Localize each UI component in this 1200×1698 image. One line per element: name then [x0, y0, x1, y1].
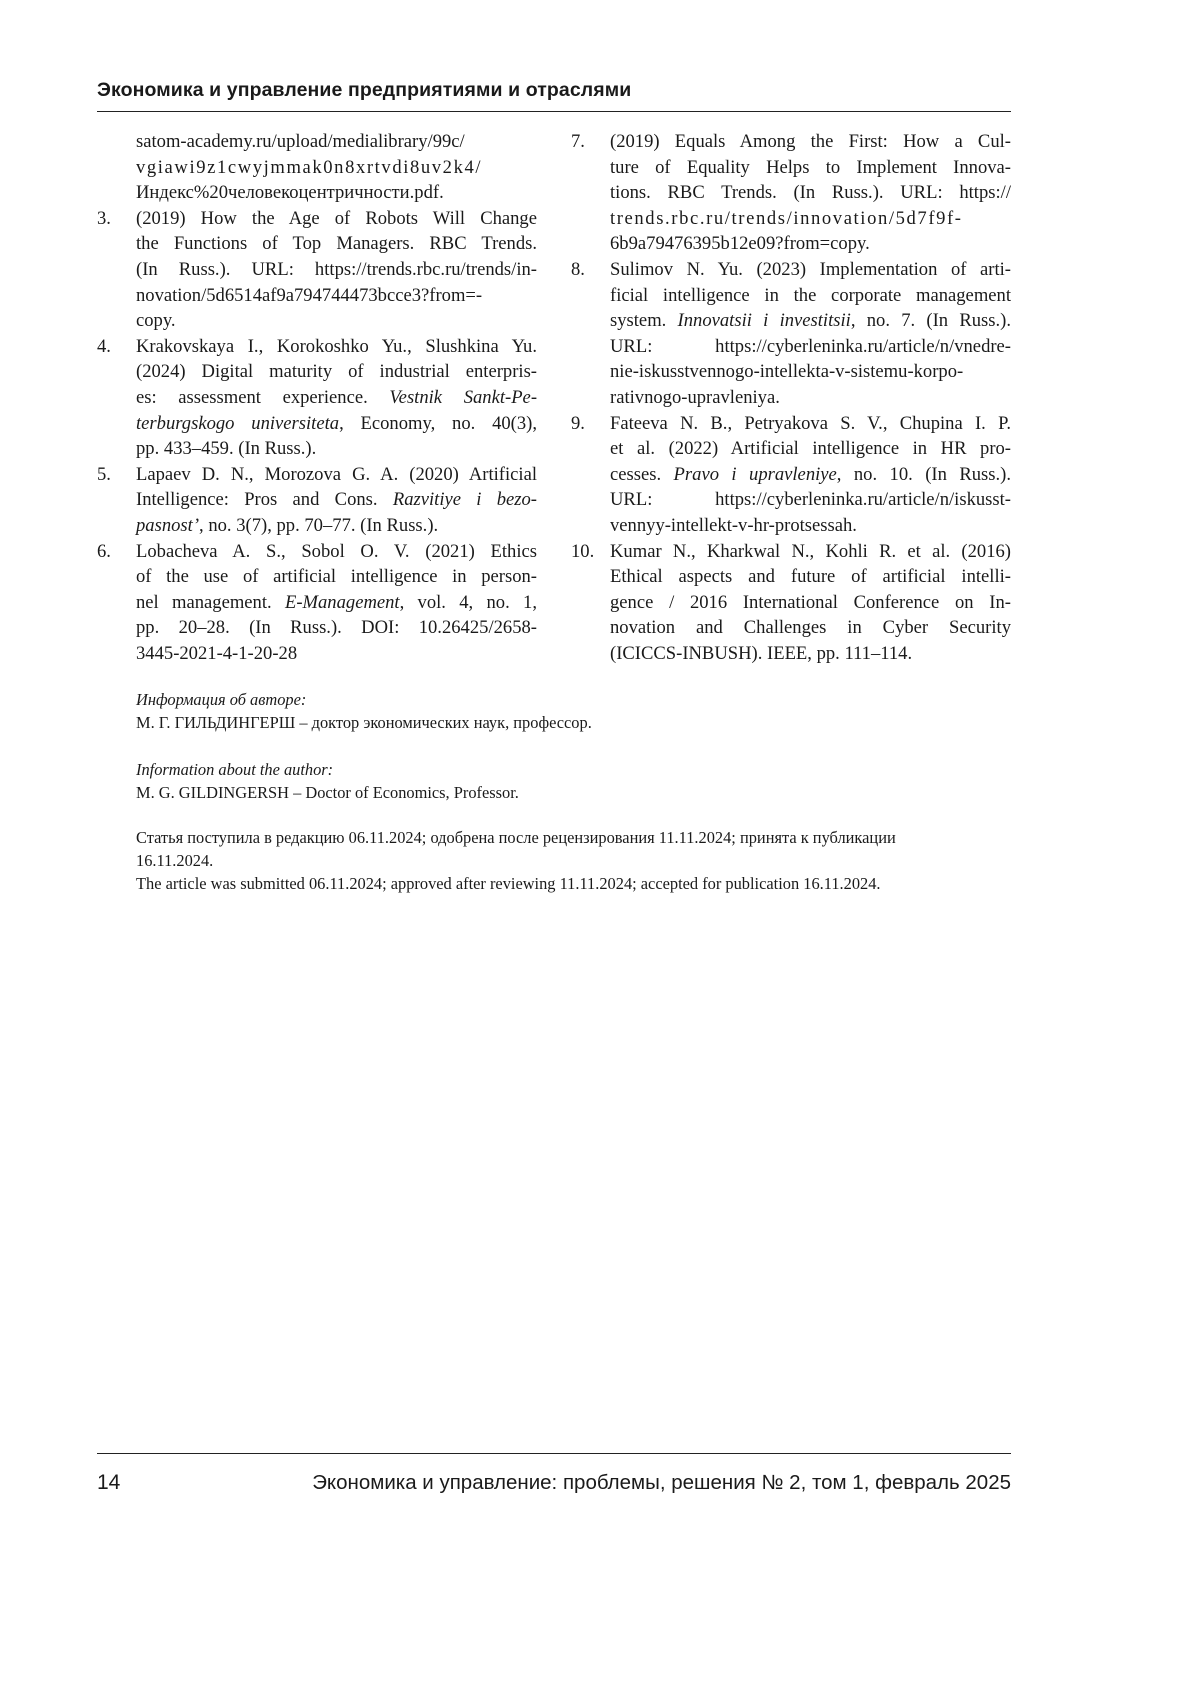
- reference-number: 8.: [571, 257, 610, 283]
- reference-line: the Functions of Top Managers. RBC Trends.: [136, 231, 537, 257]
- reference-line: pp. 433–459. (In Russ.).: [136, 436, 537, 462]
- reference-line: es: assessment experience. Vestnik Sankt-Pe-: [136, 385, 537, 411]
- reference-text: [97, 129, 537, 206]
- article-dates-en: The article was submitted 06.11.2024; approved after reviewing 11.11.2024; accepted for publication 16.11.2024.: [136, 872, 1016, 895]
- reference-line: (ICICCS-INBUSH). IEEE, pp. 111–114.: [610, 641, 1011, 667]
- reference-item: [571, 411, 1011, 539]
- reference-item: [571, 539, 1011, 667]
- reference-line: Krakovskaya I., Korokoshko Yu., Slushkina Yu.: [136, 334, 537, 360]
- article-dates: [136, 826, 1016, 895]
- reference-line: pasnost’, no. 3(7), pp. 70–77. (In Russ.).: [136, 513, 537, 539]
- reference-line: vgiawi9z1cwyjmmak0n8xrtvdi8uv2k4/: [136, 155, 537, 181]
- reference-line: novation and Challenges in Cyber Security: [610, 615, 1011, 641]
- reference-item: [97, 129, 537, 206]
- reference-line: Ethical aspects and future of artificial intelli-: [610, 564, 1011, 590]
- article-dates-ru-line2: 16.11.2024.: [136, 849, 1016, 872]
- reference-item: [97, 462, 537, 539]
- reference-line: satom-academy.ru/upload/medialibrary/99c/: [136, 129, 537, 155]
- reference-line: vennyy-intellekt-v-hr-protsessah.: [610, 513, 1011, 539]
- reference-number: 6.: [97, 539, 136, 565]
- reference-line: (2024) Digital maturity of industrial enterpris-: [136, 359, 537, 385]
- reference-line: 3445-2021-4-1-20-28: [136, 641, 537, 667]
- reference-line: tions. RBC Trends. (In Russ.). URL: https://: [610, 180, 1011, 206]
- reference-number: 4.: [97, 334, 136, 360]
- reference-text: [136, 539, 537, 667]
- reference-text: [136, 462, 537, 539]
- footer-rule: [97, 1453, 1011, 1454]
- reference-number: 10.: [571, 539, 610, 565]
- reference-number: 3.: [97, 206, 136, 232]
- reference-text: [136, 206, 537, 334]
- references-right-column: [571, 129, 1011, 666]
- author-info-ru: [136, 688, 1016, 734]
- references-left-column: [97, 129, 537, 666]
- reference-number: 7.: [571, 129, 610, 155]
- reference-item: [97, 334, 537, 462]
- reference-item: [97, 206, 537, 334]
- reference-line: (In Russ.). URL: https://trends.rbc.ru/trends/in-: [136, 257, 537, 283]
- author-info-ru-label: Информация об авторе:: [136, 688, 1016, 711]
- reference-text: [610, 411, 1011, 539]
- article-dates-ru-line1: Статья поступила в редакцию 06.11.2024; одобрена после рецензирования 11.11.2024; принята к публикации: [136, 826, 1016, 849]
- reference-line: (2019) Equals Among the First: How a Cul-: [610, 129, 1011, 155]
- reference-item: [571, 129, 1011, 257]
- reference-line: novation/5d6514af9a794744473bcce3?from=-: [136, 283, 537, 309]
- reference-line: 6b9a79476395b12e09?from=copy.: [610, 231, 1011, 257]
- reference-number: 5.: [97, 462, 136, 488]
- reference-line: Lobacheva A. S., Sobol O. V. (2021) Ethics: [136, 539, 537, 565]
- author-info-en: [136, 758, 1016, 804]
- reference-text: [136, 334, 537, 462]
- reference-text: [610, 539, 1011, 667]
- reference-line: et al. (2022) Artificial intelligence in HR pro-: [610, 436, 1011, 462]
- reference-line: (2019) How the Age of Robots Will Change: [136, 206, 537, 232]
- reference-line: terburgskogo universiteta, Economy, no. 40(3),: [136, 411, 537, 437]
- journal-footer: Экономика и управление: проблемы, решения № 2, том 1, февраль 2025: [312, 1469, 1011, 1497]
- reference-line: URL: https://cyberleninka.ru/article/n/iskusst-: [610, 487, 1011, 513]
- reference-line: Sulimov N. Yu. (2023) Implementation of arti-: [610, 257, 1011, 283]
- reference-item: [571, 257, 1011, 411]
- reference-line: URL: https://cyberleninka.ru/article/n/vnedre-: [610, 334, 1011, 360]
- reference-line: of the use of artificial intelligence in person-: [136, 564, 537, 590]
- reference-number: 9.: [571, 411, 610, 437]
- header-rule: [97, 111, 1011, 112]
- reference-line: nie-iskusstvennogo-intellekta-v-sistemu-korpo-: [610, 359, 1011, 385]
- author-info-en-value: M. G. GILDINGERSH – Doctor of Economics, Professor.: [136, 781, 1016, 804]
- reference-line: gence / 2016 International Conference on In-: [610, 590, 1011, 616]
- reference-text: [610, 257, 1011, 411]
- reference-line: Индекс%20человекоцентричности.pdf.: [136, 180, 537, 206]
- author-info-ru-value: М. Г. ГИЛЬДИНГЕРШ – доктор экономических наук, профессор.: [136, 711, 1016, 734]
- reference-line: Intelligence: Pros and Cons. Razvitiye i bezo-: [136, 487, 537, 513]
- reference-line: Kumar N., Kharkwal N., Kohli R. et al. (2016): [610, 539, 1011, 565]
- reference-line: system. Innovatsii i investitsii, no. 7. (In Russ.).: [610, 308, 1011, 334]
- reference-item: [97, 539, 537, 667]
- reference-line: Fateeva N. B., Petryakova S. V., Chupina I. P.: [610, 411, 1011, 437]
- reference-line: nel management. E-Management, vol. 4, no. 1,: [136, 590, 537, 616]
- reference-line: rativnogo-upravleniya.: [610, 385, 1011, 411]
- author-info-en-label: Information about the author:: [136, 758, 1016, 781]
- page-number: 14: [97, 1469, 120, 1497]
- reference-line: pp. 20–28. (In Russ.). DOI: 10.26425/2658-: [136, 615, 537, 641]
- reference-line: cesses. Pravo i upravleniye, no. 10. (In Russ.).: [610, 462, 1011, 488]
- reference-line: ture of Equality Helps to Implement Innova-: [610, 155, 1011, 181]
- reference-line: copy.: [136, 308, 537, 334]
- reference-text: [610, 129, 1011, 257]
- reference-line: ficial intelligence in the corporate management: [610, 283, 1011, 309]
- running-header: Экономика и управление предприятиями и отраслями: [97, 76, 1011, 104]
- reference-line: Lapaev D. N., Morozova G. A. (2020) Artificial: [136, 462, 537, 488]
- reference-line: trends.rbc.ru/trends/innovation/5d7f9f-: [610, 206, 1011, 232]
